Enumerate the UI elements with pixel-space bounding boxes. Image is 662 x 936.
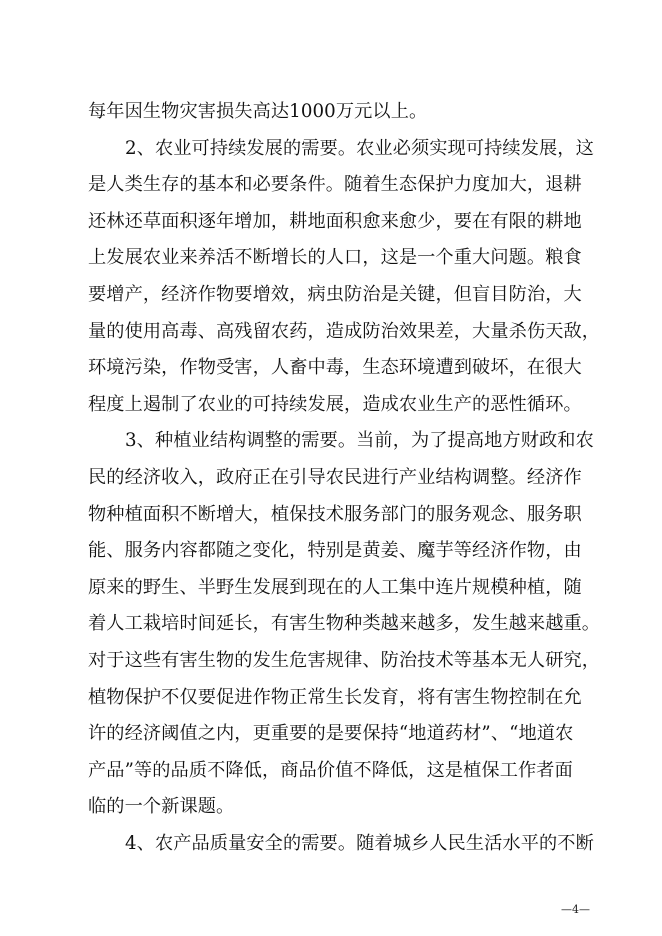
text-line: 民的经济收入，政府正在引导农民进行产业结构调整。经济作	[88, 466, 582, 488]
text-line: 程度上遏制了农业的可持续发展，造成农业生产的恶性循环。	[88, 393, 582, 415]
text-line: 上发展农业来养活不断增长的人口，这是一个重大问题。粮食	[88, 247, 582, 269]
text-line: 对于这些有害生物的发生危害规律、防治技术等基本无人研究，	[88, 649, 601, 671]
text-line: 每年因生物灾害损失高达1000万元以上。	[88, 101, 428, 122]
document-body	[88, 94, 601, 862]
text-line: 环境污染，作物受害，人畜中毒，生态环境遭到破坏，在很大	[88, 357, 582, 379]
page-number: —4—	[561, 903, 590, 916]
text-line: 还林还草面积逐年增加，耕地面积愈来愈少，要在有限的耕地	[88, 210, 582, 232]
text-line: 许的经济阈值之内，更重要的是要保持“地道药材”、“地道农	[88, 723, 574, 745]
text-line: 要增产，经济作物要增效，病虫防治是关键，但盲目防治，大	[88, 283, 582, 305]
paragraph-first-line: 4、农产品质量安全的需要。随着城乡人民生活水平的不断	[125, 832, 594, 854]
paragraph-first-line: 3、种植业结构调整的需要。当前，为了提高地方财政和农	[125, 430, 594, 452]
text-line: 植物保护不仅要促进作物正常生长发育，将有害生物控制在允	[88, 686, 582, 708]
text-line: 物种植面积不断增大，植保技术服务部门的服务观念、服务职	[88, 503, 582, 525]
text-line: 是人类生存的基本和必要条件。随着生态保护力度加大，退耕	[88, 174, 582, 196]
text-line: 着人工栽培时间延长，有害生物种类越来越多，发生越来越重。	[88, 613, 601, 635]
paragraph-first-line: 2、农业可持续发展的需要。农业必须实现可持续发展，这	[125, 137, 594, 159]
text-line: 能、服务内容都随之变化，特别是黄姜、魔芋等经济作物，由	[88, 540, 582, 562]
text-line: 量的使用高毒、高残留农药，造成防治效果差，大量杀伤天敌，	[88, 320, 601, 342]
text-line: 临的一个新课题。	[88, 796, 235, 818]
text-line: 原来的野生、半野生发展到现在的人工集中连片规模种植，随	[88, 576, 582, 598]
text-line: 产品”等的品质不降低，商品价值不降低，这是植保工作者面	[88, 759, 573, 781]
